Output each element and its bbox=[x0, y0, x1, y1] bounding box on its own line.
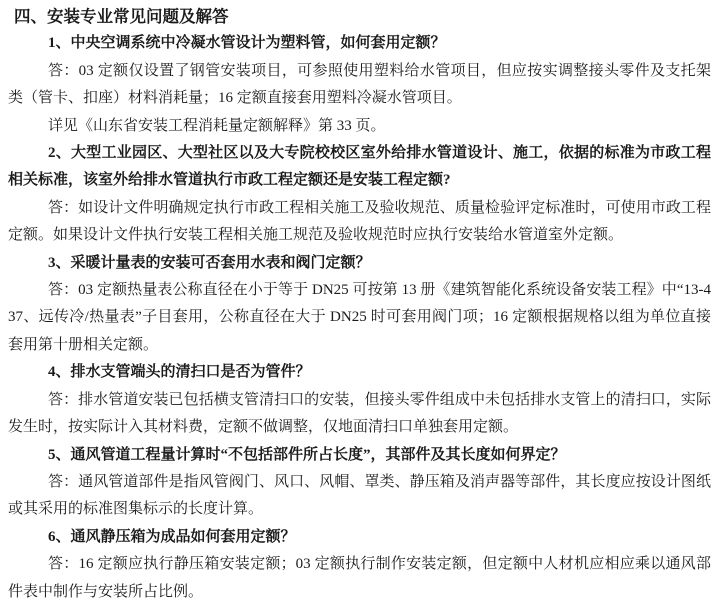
question-text: 5、通风管道工程量计算时“不包括部件所占长度”，其部件及其长度如何界定？ bbox=[48, 446, 566, 463]
answer-paragraph: 详见《山东省安装工程消耗量定额解释》第 33 页。 bbox=[48, 117, 386, 134]
answer-paragraph: 答：16 定额应执行静压箱安装定额；03 定额执行制作安装定额，但定额中人材机应相应乘以通风部件表中制作与安装所占比例。 bbox=[8, 556, 711, 600]
answer-paragraph: 答：03 定额热量表公称直径在小于等于 DN25 可按第 13 册《建筑智能化系统设备安装工程》中“13-437、远传冷/热量表”子目套用，公称直径在大于 DN25 时可套用阀门项；16 定额根据规格以组为单位直接套用第十册相关定额。 bbox=[8, 282, 711, 353]
answer-paragraph: 答：通风管道部件是指风管阀门、风口、风帽、罩类、静压箱及消声器等部件，其长度应按设计图纸或其采用的标准图集标示的长度计算。 bbox=[8, 473, 711, 518]
qa-list bbox=[8, 30, 711, 606]
answer-paragraph: 答：03 定额仅设置了钢管安装项目，可参照使用塑料给水管项目，但应按实调整接头零件及支托架类（管卡、扣座）材料消耗量；16 定额直接套用塑料冷凝水管项目。 bbox=[8, 62, 711, 107]
question-text: 4、排水支管端头的清扫口是否为管件？ bbox=[48, 364, 311, 381]
question-text: 3、采暖计量表的安装可否套用水表和阀门定额？ bbox=[48, 254, 371, 271]
question-text: 1、中央空调系统中冷凝水管设计为塑料管，如何套用定额？ bbox=[48, 35, 446, 52]
answer-paragraph: 答：排水管道安装已包括横支管清扫口的安装，但接头零件组成中未包括排水支管上的清扫口，实际发生时，按实际计入其材料费，定额不做调整，仅地面清扫口单独套用定额。 bbox=[8, 391, 711, 436]
answer-paragraph: 答：如设计文件明确规定执行市政工程相关施工及验收规范、质量检验评定标准时，可使用市政工程定额。如果设计文件执行安装工程相关施工规范及验收规范时应执行安装给水管道室外定额。 bbox=[8, 199, 711, 244]
document-heading: 四、安装专业常见问题及解答 bbox=[14, 7, 229, 26]
question-text: 6、通风静压箱为成品如何套用定额？ bbox=[48, 528, 296, 545]
question-text: 2、大型工业园区、大型社区以及大专院校校区室外给排水管道设计、施工，依据的标准为市政工程相关标准，该室外给排水管道执行市政工程定额还是安装工程定额? bbox=[8, 145, 711, 189]
